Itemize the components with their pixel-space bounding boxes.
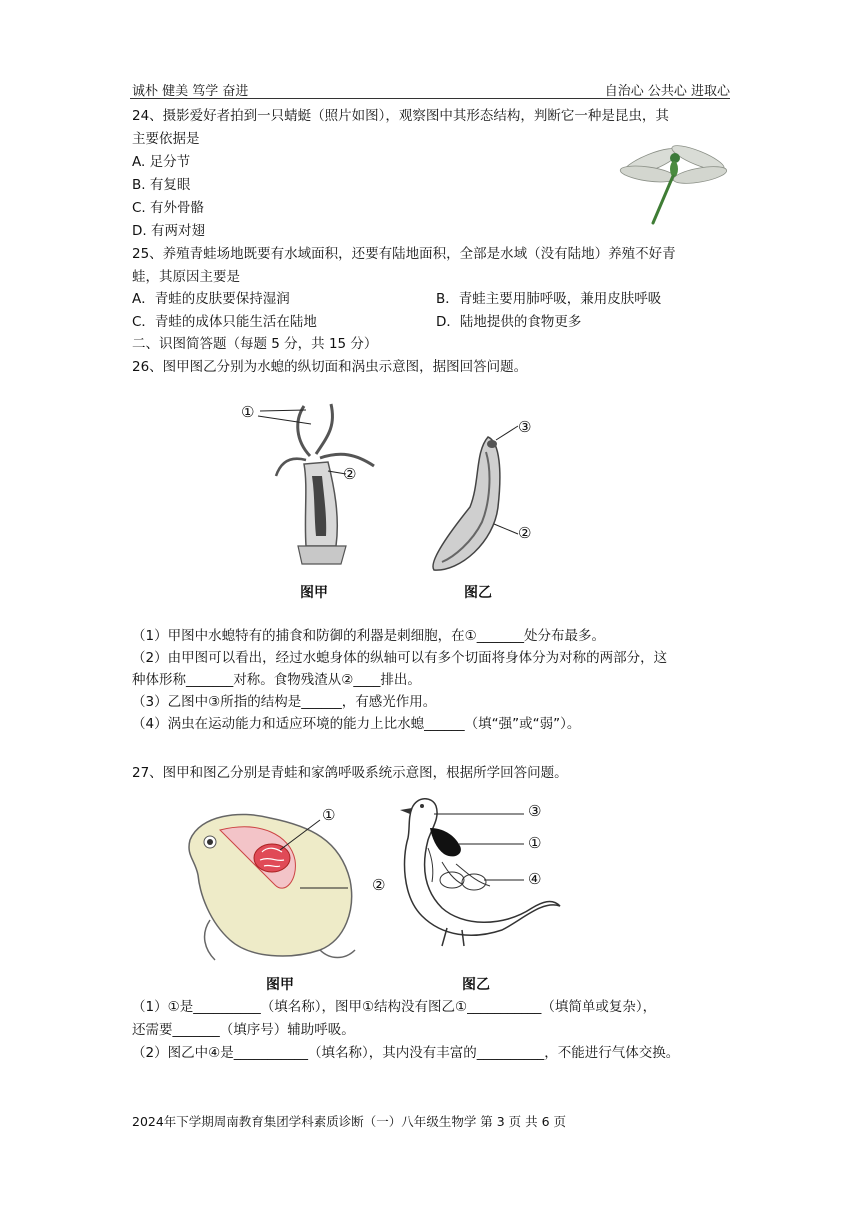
q24-option-c: C. 有外骨骼 — [132, 200, 205, 216]
page-footer: 2024年下学期周南教育集团学科素质诊断（一）八年级生物学 第 3 页 共 6 页 — [132, 1114, 567, 1129]
q25-option-a: A．青蛙的皮肤要保持湿润 — [132, 291, 290, 307]
header-rule — [130, 98, 730, 99]
q26-item1: （1）甲图中水螅特有的捕食和防御的利器是刺细胞，在①_______处分布最多。 — [132, 628, 605, 644]
q26-item2-line1: （2）由甲图可以看出，经过水螅身体的纵轴可以有多个切面将身体分为对称的两部分，这 — [132, 650, 668, 666]
q24-line2: 主要依据是 — [132, 131, 200, 147]
q25-option-d: D．陆地提供的食物更多 — [436, 314, 582, 330]
frog-label-2: ② — [372, 876, 386, 894]
q26-item3: （3）乙图中③所指的结构是______，有感光作用。 — [132, 694, 437, 710]
q25-line1: 25、养殖青蛙场地既要有水域面积，还要有陆地面积，全部是水域（没有陆地）养殖不好青 — [132, 246, 676, 262]
q26-item2-line2: 种体形称_______对称。食物残渣从②____排出。 — [132, 672, 421, 688]
frog-caption: 图甲 — [266, 977, 294, 993]
section2-heading: 二、识图简答题（每题 5 分，共 15 分） — [132, 336, 378, 352]
q25-option-b: B．青蛙主要用肺呼吸，兼用皮肤呼吸 — [436, 291, 662, 307]
q25-option-c: C．青蛙的成体只能生活在陆地 — [132, 314, 317, 330]
header-motto-right: 自治心 公共心 进取心 — [604, 84, 730, 99]
pigeon-label-3: ③ — [528, 802, 542, 820]
pigeon-caption: 图乙 — [462, 977, 490, 993]
hydra-label-2: ② — [343, 465, 357, 483]
q24-line1: 24、摄影爱好者拍到一只蜻蜓（照片如图），观察图中其形态结构，判断它一种是昆虫，其 — [132, 108, 669, 124]
q24-option-d: D. 有两对翅 — [132, 223, 205, 239]
q24-option-b: B. 有复眼 — [132, 177, 191, 193]
hydra-diagram — [236, 396, 396, 576]
pigeon-label-1: ① — [528, 834, 542, 852]
planarian-label-3: ③ — [518, 418, 532, 436]
q27-intro: 27、图甲和图乙分别是青蛙和家鸽呼吸系统示意图，根据所学回答问题。 — [132, 765, 568, 781]
dragonfly-image — [618, 128, 728, 226]
pigeon-label-4: ④ — [528, 870, 542, 888]
planarian-label-2: ② — [518, 524, 532, 542]
frog-diagram — [180, 800, 400, 970]
q24-option-a: A. 足分节 — [132, 154, 191, 170]
q26-intro: 26、图甲图乙分别为水螅的纵切面和涡虫示意图，据图回答问题。 — [132, 359, 528, 375]
planarian-diagram — [420, 412, 540, 582]
hydra-label-1: ① — [241, 403, 255, 421]
q27-item1-line2: 还需要_______（填序号）辅助呼吸。 — [132, 1022, 355, 1038]
header-motto-left: 诚朴 健美 笃学 奋进 — [132, 84, 249, 99]
q25-line2: 蛙，其原因主要是 — [132, 269, 240, 285]
planarian-caption: 图乙 — [464, 585, 492, 601]
q26-item4: （4）涡虫在运动能力和适应环境的能力上比水螅______（填“强”或“弱”）。 — [132, 716, 581, 732]
frog-label-1: ① — [322, 806, 336, 824]
hydra-caption: 图甲 — [300, 585, 328, 601]
q27-item2: （2）图乙中④是___________（填名称），其内没有丰富的__________，不能进行气体交换。 — [132, 1045, 680, 1061]
q27-item1-line1: （1）①是__________（填名称），图甲①结构没有图乙①___________（填简单或复杂）， — [132, 999, 657, 1015]
